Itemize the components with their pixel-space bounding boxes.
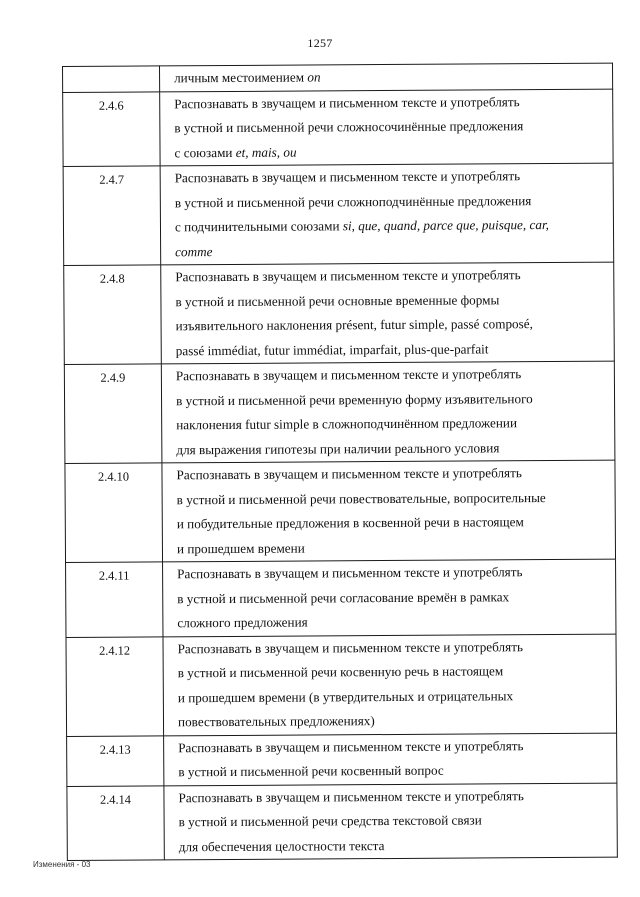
skill-description xyxy=(160,163,614,265)
french-term: si, que, quand, parce que, puisque, car, xyxy=(342,217,549,234)
description-line xyxy=(178,733,610,760)
description-line xyxy=(178,708,610,735)
skill-description xyxy=(164,783,617,860)
skill-description xyxy=(162,460,616,562)
line-text: Распознавать в звучащем и письменном тексте и употреблять xyxy=(175,267,521,285)
description-line xyxy=(174,64,606,91)
line-text: личным местоимением xyxy=(174,69,308,86)
skill-description xyxy=(161,361,615,463)
table-row xyxy=(66,634,617,736)
line-text: повествовательных предложениях) xyxy=(177,713,375,730)
line-text: Распознавать в звучащем и письменном тексте и употреблять xyxy=(174,93,520,111)
line-text: Распознавать в звучащем и письменном тексте и употреблять xyxy=(178,787,524,805)
description-line xyxy=(177,510,609,537)
line-text: в устной и письменной речи средства текстовой связи xyxy=(178,812,482,830)
table-body xyxy=(63,63,618,860)
description-line xyxy=(175,164,607,191)
description-line xyxy=(176,411,608,438)
page-number: 1257 xyxy=(307,36,333,50)
french-term: comme xyxy=(175,243,213,259)
description-line xyxy=(176,386,608,413)
curriculum-table xyxy=(62,63,618,861)
description-line xyxy=(175,188,607,215)
description-line xyxy=(178,683,610,710)
description-line xyxy=(177,560,609,587)
table-row xyxy=(65,460,616,562)
description-line xyxy=(177,534,609,561)
description-line xyxy=(178,659,610,686)
description-line xyxy=(175,287,607,314)
table-row xyxy=(66,559,616,637)
section-code: 2.4.7 xyxy=(63,166,161,266)
table-row xyxy=(64,262,615,364)
line-text: и побудительные предложения в косвенной речи в настоящем xyxy=(176,514,524,532)
description-line xyxy=(176,336,608,363)
french-term: et, mais, ou xyxy=(235,144,297,160)
table-row xyxy=(67,783,617,861)
description-line xyxy=(177,485,609,512)
line-text: с союзами xyxy=(174,144,236,160)
line-text: Распознавать в звучащем и письменном тексте и употреблять xyxy=(174,168,521,186)
line-text: Распознавать в звучащем и письменном тексте и употреблять xyxy=(177,564,523,582)
skill-description xyxy=(160,63,613,91)
line-text: в устной и письменной речи косвенную речь в настоящем xyxy=(177,663,504,681)
line-text: Распознавать в звучащем и письменном тексте и употреблять xyxy=(178,737,524,755)
line-text: в устной и письменной речи повествовательные, вопросительные xyxy=(176,489,546,507)
line-text: в устной и письменной речи временную форму изъявительного xyxy=(175,390,533,408)
section-code: 2.4.13 xyxy=(67,735,164,786)
skill-description xyxy=(161,262,615,364)
section-code: 2.4.10 xyxy=(65,463,163,563)
table-row xyxy=(64,361,615,463)
skill-description xyxy=(163,559,616,636)
section-code: 2.4.12 xyxy=(66,636,164,736)
description-line xyxy=(177,584,609,611)
description-line xyxy=(174,114,606,141)
description-line xyxy=(178,783,610,810)
description-line xyxy=(176,362,608,389)
line-text: в устной и письменной речи сложносочинённые предложения xyxy=(174,118,524,136)
line-text: Распознавать в звучащем и письменном тексте и употреблять xyxy=(177,638,523,656)
table-row xyxy=(63,63,613,92)
line-text: в устной и письменной речи сложноподчинённые предложения xyxy=(174,192,532,210)
table-row xyxy=(67,733,617,786)
description-line xyxy=(174,138,606,165)
description-line xyxy=(176,461,608,488)
section-code: 2.4.11 xyxy=(66,562,163,637)
description-line xyxy=(176,435,608,462)
section-code: 2.4.9 xyxy=(64,364,162,464)
line-text: Распознавать в звучащем и письменном тексте и употреблять xyxy=(176,465,522,483)
section-code xyxy=(63,66,160,92)
description-line xyxy=(175,263,607,290)
table-row xyxy=(63,89,613,167)
line-text: для обеспечения целостности текста xyxy=(178,837,385,854)
description-line xyxy=(179,808,611,835)
line-text: и прошедшем времени (в утвердительных и отрицательных xyxy=(177,687,514,705)
line-text: сложного предложения xyxy=(177,614,308,631)
line-text: в устной и письменной речи основные временные формы xyxy=(175,291,500,309)
section-code: 2.4.8 xyxy=(64,265,162,365)
line-text: в устной и письменной речи согласование времён в рамках xyxy=(177,588,510,606)
description-line xyxy=(174,89,606,116)
section-code: 2.4.6 xyxy=(63,91,160,166)
line-text: Распознавать в звучащем и письменном тексте и употреблять xyxy=(175,366,522,384)
line-text: для выражения гипотезы при наличии реального условия xyxy=(176,439,500,457)
description-line xyxy=(178,758,610,785)
line-text: в устной и письменной речи косвенный вопрос xyxy=(178,762,444,780)
line-text: и прошедшем времени xyxy=(176,540,305,556)
description-line xyxy=(179,832,611,859)
skill-description xyxy=(163,634,617,736)
table-row xyxy=(63,163,614,265)
description-line xyxy=(176,312,608,339)
french-term: on xyxy=(307,69,321,85)
description-line xyxy=(177,609,609,636)
skill-description xyxy=(164,733,617,786)
section-code: 2.4.14 xyxy=(67,785,164,860)
line-text: с подчинительными союзами xyxy=(174,218,343,235)
line-text: passé immédiat, futur immédiat, imparfait, plus-que-parfait xyxy=(175,340,489,358)
description-line xyxy=(175,237,607,264)
line-text: изъявительного наклонения présent, futur simple, passé composé, xyxy=(175,316,533,334)
description-line xyxy=(175,213,607,240)
line-text: наклонения futur simple в сложноподчинённом предложении xyxy=(176,415,518,433)
revision-note: Изменения - 03 xyxy=(33,860,91,869)
skill-description xyxy=(160,89,613,166)
description-line xyxy=(177,634,609,661)
